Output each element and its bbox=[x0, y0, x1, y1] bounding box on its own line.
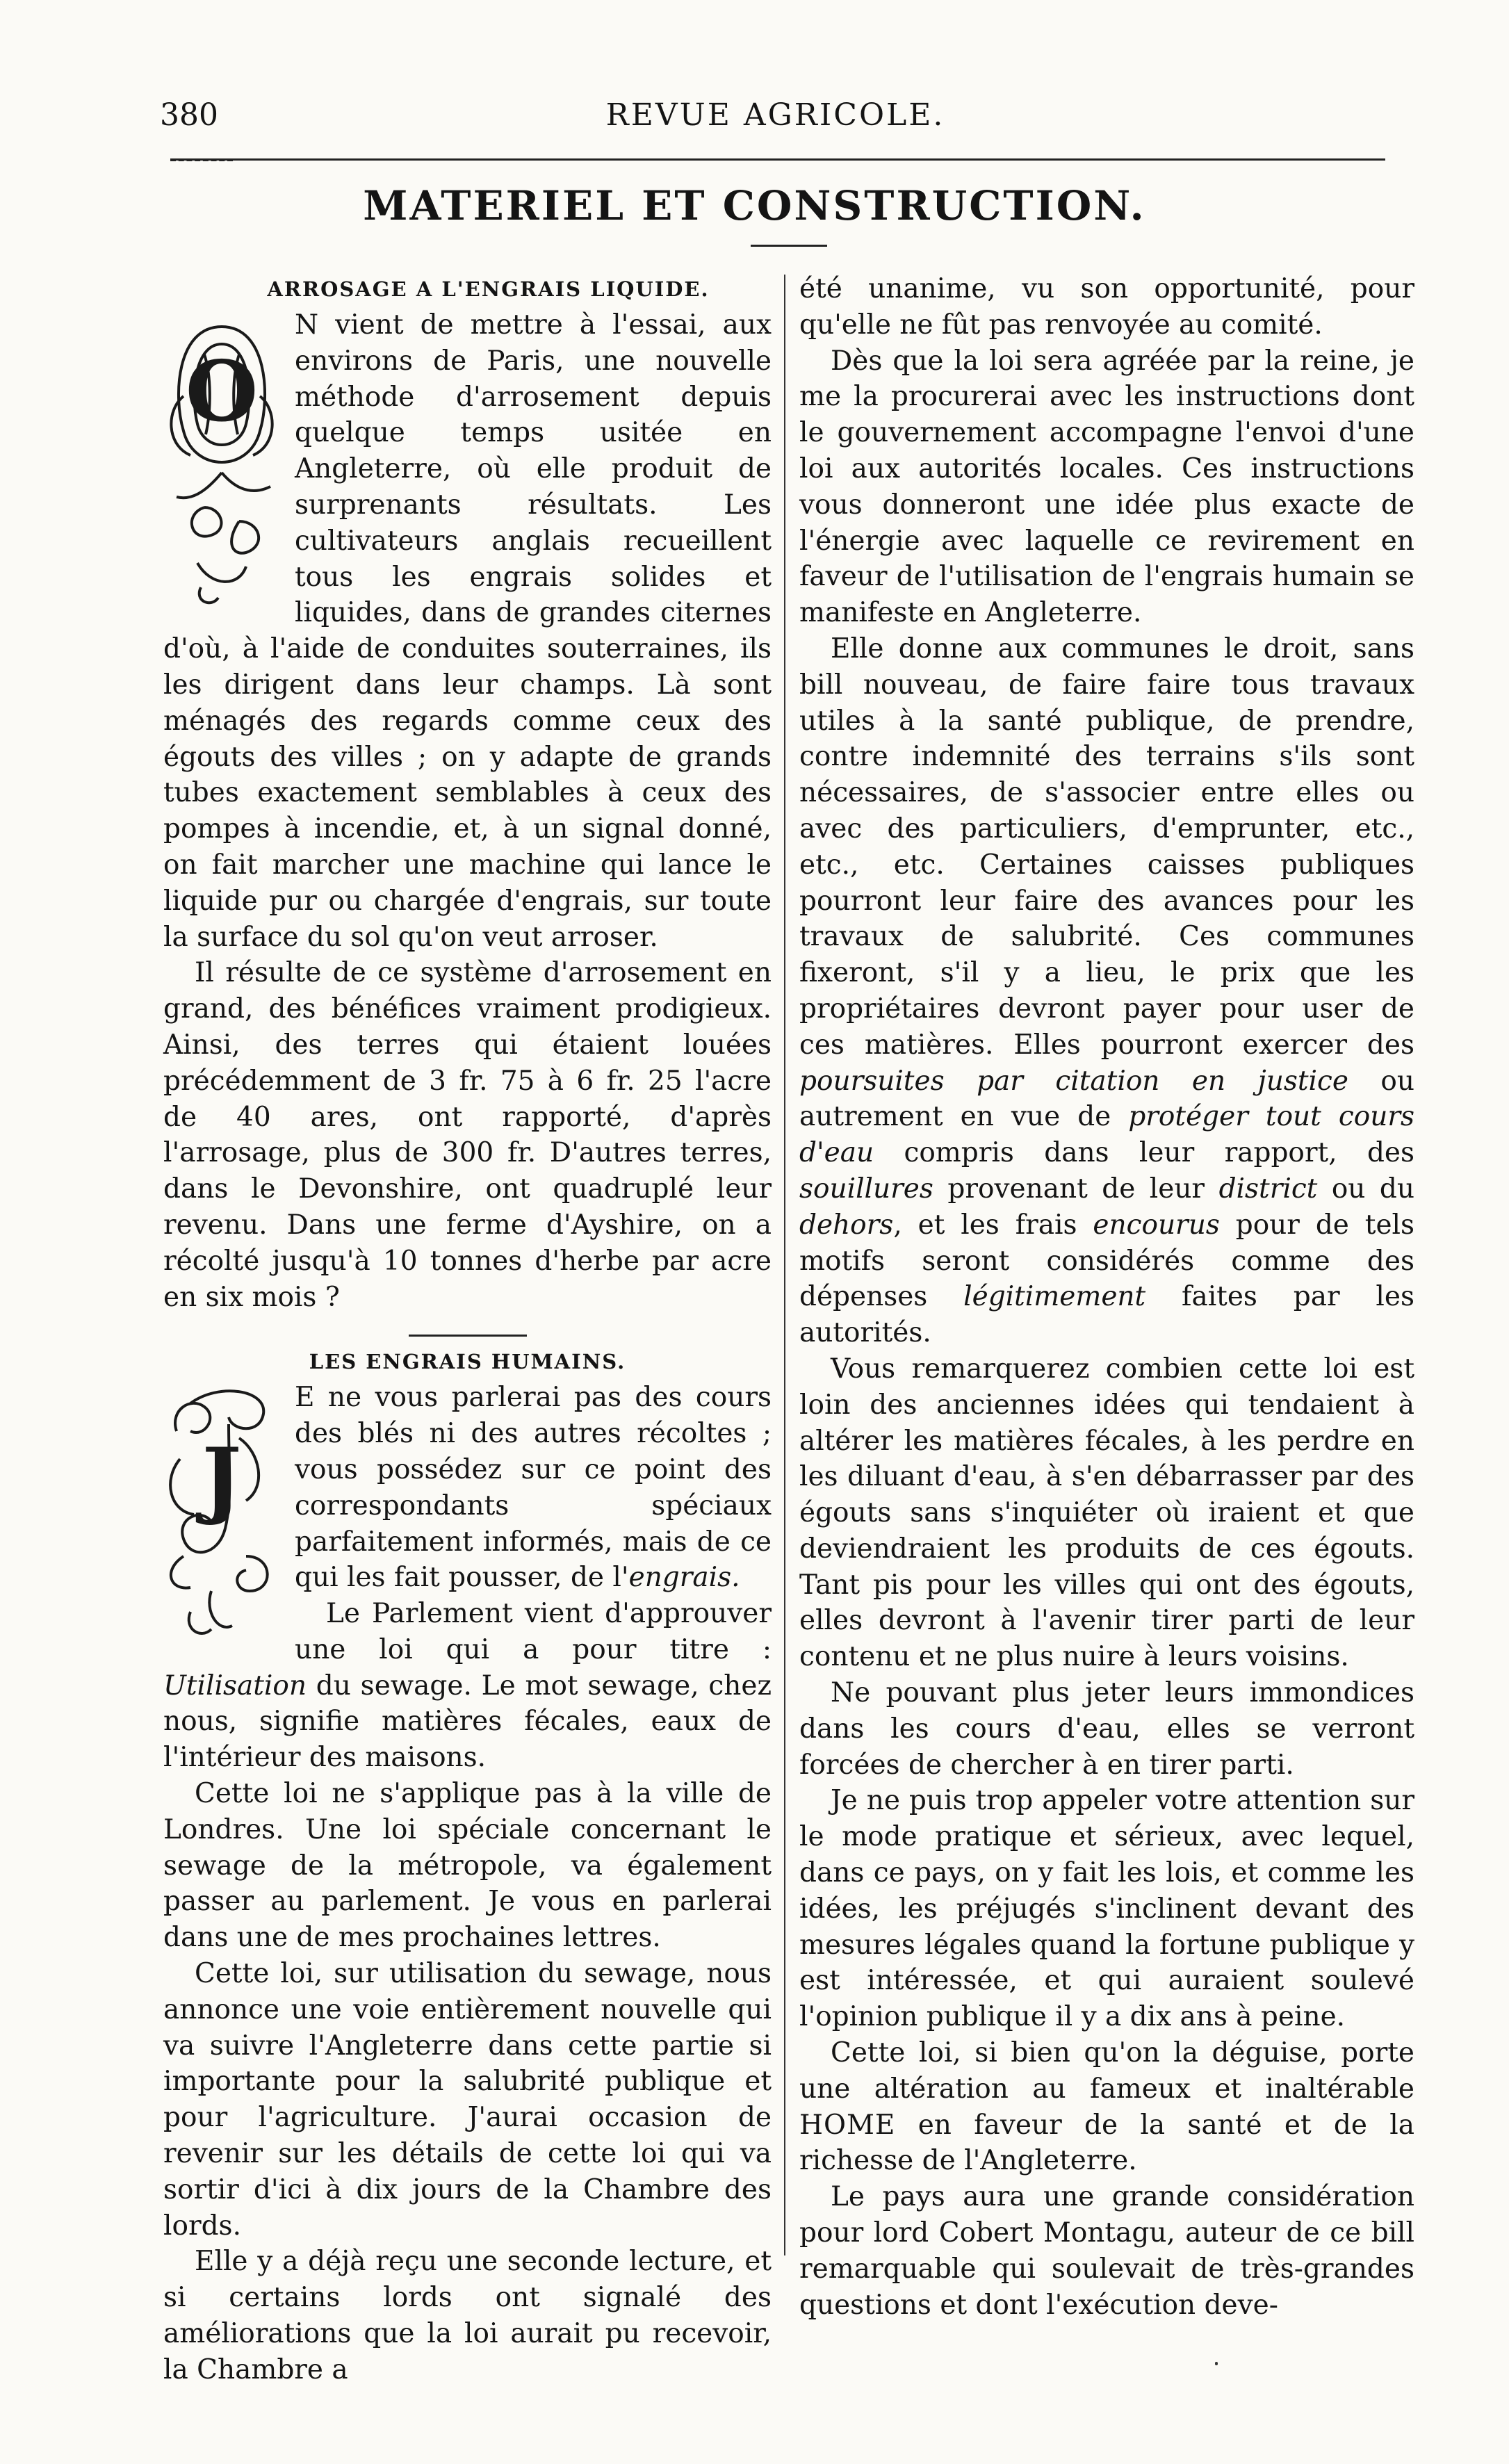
paragraph-engrais-5: Elle y a déjà reçu une seconde lecture, et si certains lords ont signalé des améliorations que la loi aurait pu recevoir, la Chambre a bbox=[163, 2246, 772, 2385]
paragraph-right-1: été unanime, vu son opportunité, pour qu'elle ne fût pas renvoyée au comité. bbox=[799, 273, 1414, 341]
running-title: REVUE AGRICOLE. bbox=[605, 97, 945, 133]
paragraph-right-7: Cette loi, si bien qu'on la déguise, porte une altération au fameux et inaltérable HOME en faveur de la santé et de la richesse de l'Angleterre. bbox=[799, 2037, 1414, 2177]
ornate-dropcap-j bbox=[161, 1382, 282, 1654]
ink-speck bbox=[1215, 2362, 1218, 2365]
paragraph-engrais-1: E ne vous parlerai pas des cours des blés ni des autres récoltes ; vous possédez sur ce point des correspondants spéciaux parfaitement informés, mais de ce qui les fait pousser, de l'engrais. bbox=[295, 1382, 772, 1594]
running-header bbox=[160, 97, 1391, 139]
title-rule bbox=[751, 245, 827, 247]
ornate-o-icon bbox=[163, 313, 281, 612]
section-title: MATERIEL ET CONSTRUCTION. bbox=[363, 182, 1146, 229]
paragraph-engrais-4: Cette loi, sur utilisation du sewage, nous annonce une voie entièrement nouvelle qui va suivre l'Angleterre dans cette partie si importante pour la salubrité publique et pour l'agriculture. J'aurai occasion de revenir sur les détails de cette loi qui va sortir d'ici à dix jours de la Chambre des lords. bbox=[163, 1958, 772, 2242]
paragraph-right-6: Je ne puis trop appeler votre attention sur le mode pratique et sérieux, avec lequel, dans ce pays, on y fait les lois, et comme les idées, les préjugés s'inclinent devant des mesures légales quand la fortune publique y est intéressée, et qui auraient soulevé l'opinion publique il y a dix ans à peine. bbox=[799, 1785, 1414, 2033]
subheading-engrais: LES ENGRAIS HUMAINS. bbox=[309, 1350, 626, 1374]
paragraph-arrosage-2: Il résulte de ce système d'arrosement en grand, des bénéfices vraiment prodigieux. Ainsi, des terres qui étaient louées précédemment de 3 fr. 75 à 6 fr. 25 l'acre de 40 ares, ont rapporté, d'après l'arrosage, plus de 300 fr. D'autres terres, dans le Devonshire, ont quadruplé leur revenu. Dans une ferme d'Ayshire, on a récolté jusqu'à 10 tonnes d'herbe par acre en six mois ? bbox=[163, 957, 772, 1313]
svg-text:O: O bbox=[185, 343, 258, 441]
paragraph-engrais-3: Cette loi ne s'applique pas à la ville de Londres. Une loi spéciale concernant le sewage de la métropole, va également passer au parlement. Je vous en parlerai dans une de mes prochaines lettres. bbox=[163, 1778, 772, 1954]
paragraph-right-3: Elle donne aux communes le droit, sans bill nouveau, de faire faire tous travaux utiles à la santé publique, de prendre, contre indemnité des terrains s'ils sont nécessaires, de s'associer entre elles ou avec des particuliers, d'emprunter, etc., etc., etc. Certaines caisses publiques pourront leur faire des avances pour les travaux de salubrité. Ces communes fixeront, s'il y a lieu, le prix que les propriétaires devront payer pour user de ces matières. Elles pourront exercer des poursuites par citation en justice ou autrement en vue de protéger tout cours d'eau compris dans leur rapport, des souillures provenant de leur district ou du dehors, et les frais encourus pour de tels motifs seront considérés comme des dépenses légitimement faites par les autorités. bbox=[799, 633, 1415, 1349]
subheading-rule bbox=[409, 1335, 527, 1337]
paragraph-arrosage-1: N vient de mettre à l'essai, aux environs de Paris, une nouvelle méthode d'arrosement depuis quelque temps usitée en Angleterre, où elle produit de surprenants résultats. Les cultivateurs anglais recueillent tous les engrais solides et liquides, dans de grandes citernes d'où, à l'aide de conduites souterraines, ils les dirigent dans leur champs. Là sont ménagés des regards comme ceux des égouts des villes ; on y adapte de grands tubes exactement semblables à ceux des pompes à incendie, et, à un signal donné, on fait marcher une machine qui lance le liquide pur ou chargée d'engrais, sur toute la surface du sol qu'on veut arroser. bbox=[163, 309, 772, 953]
subheading-arrosage: ARROSAGE A L'ENGRAIS LIQUIDE. bbox=[267, 277, 710, 301]
ornate-j-icon bbox=[163, 1382, 281, 1647]
ornate-dropcap-o bbox=[161, 313, 282, 619]
right-column bbox=[799, 271, 1414, 2323]
paragraph-right-4: Vous remarquerez combien cette loi est loin des anciennes idées qui tendaient à altérer les matières fécales, à les perdre en les diluant d'eau, à s'en débarrasser par des égouts sans s'inquiéter où iraient et que deviendraient les produits de ces égouts. Tant pis pour les villes qui ont des égouts, elles devront à l'avenir tirer parti de leur contenu et ne plus nuire à leurs voisins. bbox=[799, 1353, 1414, 1673]
paragraph-engrais-2: Le Parlement vient d'approuver une loi qui a pour titre : Utilisation du sewage. Le mot sewage, chez nous, signifie matières fécales, eaux de l'intérieur des maisons. bbox=[163, 1598, 772, 1774]
left-column bbox=[163, 271, 772, 2388]
header-rule bbox=[170, 158, 1385, 161]
paragraph-right-2: Dès que la loi sera agréée par la reine, je me la procurerai avec les instructions dont le gouvernement accompagne l'envoi d'une loi aux autorités locales. Ces instructions vous donneront une idée plus exacte de l'énergie avec laquelle ce revirement en faveur de l'utilisation de l'engrais humain se manifeste en Angleterre. bbox=[799, 345, 1414, 629]
column-divider bbox=[784, 275, 785, 2255]
paragraph-right-8: Le pays aura une grande considération pour lord Cobert Montagu, auteur de ce bill remarquable qui soulevait de très-grandes questions et dont l'exécution deve- bbox=[799, 2181, 1414, 2321]
paragraph-right-5: Ne pouvant plus jeter leurs immondices dans les cours d'eau, elles se verront forcées de chercher à en tirer parti. bbox=[799, 1677, 1414, 1781]
svg-text:J: J bbox=[202, 1430, 241, 1528]
page-number: 380 bbox=[160, 97, 218, 133]
